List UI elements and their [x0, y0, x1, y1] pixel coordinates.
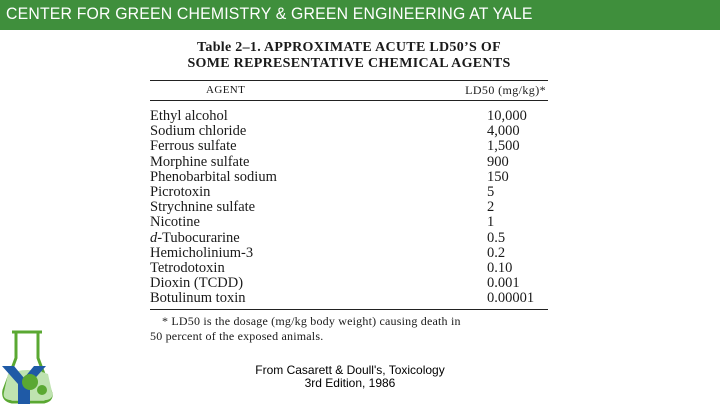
column-header-agent: AGENT — [206, 84, 246, 96]
table-row — [150, 276, 548, 291]
yale-green-chemistry-flask-logo-icon — [0, 330, 56, 405]
table-header-row — [150, 81, 548, 100]
ld50-cell: 0.00001 — [487, 290, 535, 307]
table-row — [150, 246, 548, 261]
table-row — [150, 200, 548, 215]
ld50-table — [150, 40, 548, 344]
table-row — [150, 124, 548, 139]
ld50-cell: 5 — [487, 183, 495, 200]
agent-cell: Tetrodotoxin — [150, 259, 225, 276]
agent-cell: Picrotoxin — [150, 183, 211, 200]
table-row — [150, 231, 548, 246]
table-body — [150, 109, 548, 306]
agent-cell: Phenobarbital sodium — [150, 168, 277, 185]
ld50-cell: 2 — [487, 199, 495, 216]
ld50-cell: 150 — [487, 168, 509, 185]
ld50-cell: 0.10 — [487, 259, 513, 276]
column-header-ld50: LD50 (mg/kg)* — [465, 83, 546, 97]
ld50-cell: 0.2 — [487, 244, 506, 261]
table-title-line-2: SOME REPRESENTATIVE CHEMICAL AGENTS — [187, 56, 511, 71]
table-row — [150, 155, 548, 170]
agent-cell: Ethyl alcohol — [150, 108, 228, 124]
ld50-cell: 10,000 — [487, 108, 527, 124]
ld50-cell: 4,000 — [487, 123, 520, 140]
footnote-line-1: * LD50 is the dosage (mg/kg body weight) causing death in — [162, 314, 461, 329]
agent-cell: Hemicholinium-3 — [150, 244, 254, 261]
ld50-cell: 0.5 — [487, 229, 506, 246]
ld50-cell: 1 — [487, 214, 495, 231]
table-header-rule — [150, 100, 548, 101]
agent-cell: Morphine sulfate — [150, 153, 250, 170]
table-bottom-rule — [150, 309, 548, 310]
source-citation — [200, 364, 500, 390]
agent-cell: Sodium chloride — [150, 123, 247, 140]
banner-title: CENTER FOR GREEN CHEMISTRY & GREEN ENGINEERING AT YALE — [6, 4, 533, 23]
table-row — [150, 139, 548, 154]
table-row — [150, 215, 548, 230]
header-banner — [0, 0, 720, 30]
table-title-line-1: Table 2–1. APPROXIMATE ACUTE LD50’S OF — [197, 40, 501, 55]
agent-cell: Dioxin (TCDD) — [150, 275, 244, 292]
agent-cell: Nicotine — [150, 214, 200, 231]
source-line-2: 3rd Edition, 1986 — [304, 376, 396, 390]
agent-cell: Strychnine sulfate — [150, 199, 256, 216]
ld50-cell: 900 — [487, 153, 509, 170]
table-row — [150, 261, 548, 276]
table-row — [150, 291, 548, 306]
source-line-1: From Casarett & Doull's, Toxicology — [255, 363, 445, 377]
agent-cell: d-Tubocurarine — [150, 229, 240, 246]
agent-cell: Ferrous sulfate — [150, 138, 237, 155]
ld50-cell: 1,500 — [487, 138, 520, 155]
agent-cell: Botulinum toxin — [150, 290, 246, 307]
table-row — [150, 185, 548, 200]
table-row — [150, 109, 548, 124]
footnote-line-2: 50 percent of the exposed animals. — [150, 329, 324, 344]
table-row — [150, 170, 548, 185]
ld50-cell: 0.001 — [487, 275, 520, 292]
